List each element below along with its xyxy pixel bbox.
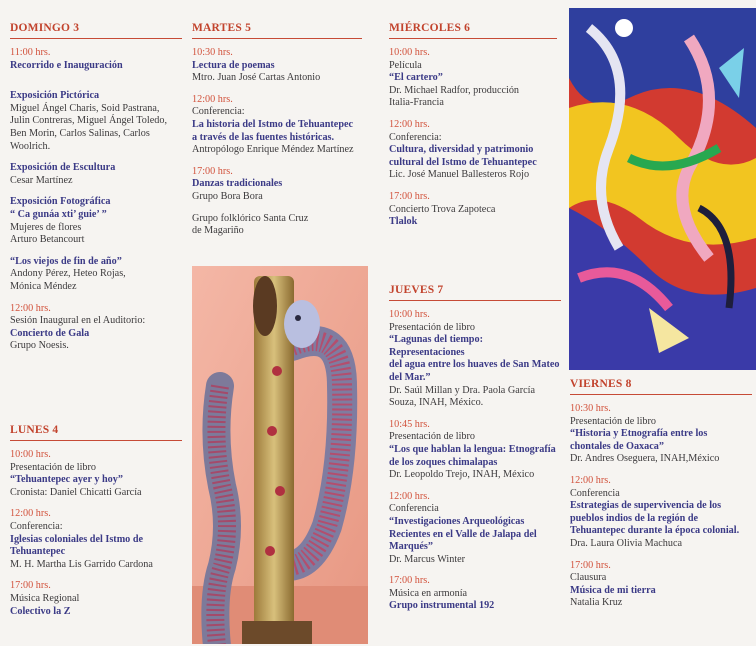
event-title: Lectura de poemas xyxy=(192,59,275,71)
event-title: Recientes en el Valle de Jalapa del xyxy=(389,528,537,540)
event-time: 12:00 hrs. xyxy=(10,508,51,520)
column-lunes xyxy=(10,402,182,627)
event-block xyxy=(10,162,182,187)
event-title: “Historia y Etnografía entre los xyxy=(570,428,708,440)
event-block xyxy=(192,166,362,204)
event-title: Tehuantepec durante la época colonial. xyxy=(570,525,740,537)
day-heading: VIERNES 8 xyxy=(570,378,752,395)
column-jueves xyxy=(389,262,561,622)
event-detail: Mujeres de flores xyxy=(10,221,82,233)
event-time: 12:00 hrs. xyxy=(192,93,233,105)
event-detail: Italia-Francia xyxy=(389,97,444,109)
event-block xyxy=(10,449,182,499)
event-detail: Presentación de libro xyxy=(10,461,97,473)
event-title: “El cartero” xyxy=(389,72,443,84)
event-block xyxy=(389,191,557,229)
event-title: “Los que hablan la lengua: Etnografía xyxy=(389,443,556,455)
event-detail: Julin Contreras, Miguel Ángel Toledo, xyxy=(10,115,167,127)
event-time: 10:45 hrs. xyxy=(389,418,430,430)
event-detail: M. H. Martha Lis Garrido Cardona xyxy=(10,558,153,570)
event-title: del agua entre los huaves de San Mateo xyxy=(389,359,560,371)
event-block xyxy=(10,508,182,571)
event-detail: Dr. Leopoldo Trejo, INAH, México xyxy=(389,469,535,481)
event-detail: Conferencia xyxy=(570,487,620,499)
abstract-painting xyxy=(569,8,756,370)
event-detail: Película xyxy=(389,59,422,71)
event-block xyxy=(192,47,362,85)
event-detail: Conferencia xyxy=(389,503,439,515)
event-title: Exposición de Escultura xyxy=(10,162,116,174)
event-detail: Conferencia: xyxy=(10,520,63,532)
event-title: Iglesias coloniales del Istmo de Tehuantepec xyxy=(10,533,144,558)
event-detail: Cesar Martínez xyxy=(10,174,73,186)
event-detail: Dr. Marcus Winter xyxy=(389,553,466,565)
sculpture-photo xyxy=(192,266,368,644)
event-detail: Dr. Andres Oseguera, INAH,México xyxy=(570,453,720,465)
event-time: 10:30 hrs. xyxy=(192,47,233,58)
event-detail: Lic. José Manuel Ballesteros Rojo xyxy=(389,169,530,181)
event-time: 12:00 hrs. xyxy=(389,118,430,130)
event-detail: Grupo folklórico Santa Cruz xyxy=(192,212,309,224)
event-detail: de Magariño xyxy=(192,225,244,237)
event-detail: Cronista: Daniel Chicatti García xyxy=(10,486,142,498)
event-time: 10:00 hrs. xyxy=(389,47,430,58)
event-block xyxy=(389,491,561,567)
event-title: Exposición Pictórica xyxy=(10,90,100,102)
event-block xyxy=(192,94,362,157)
event-detail: Dr. Michael Radfor, producción xyxy=(389,84,520,96)
event-title: Exposición Fotográfica xyxy=(10,196,111,208)
event-detail: Souza, INAH, México. xyxy=(389,397,484,409)
event-time: 10:00 hrs. xyxy=(10,449,51,460)
event-title: chontales de Oaxaca” xyxy=(570,440,664,452)
event-time: 10:30 hrs. xyxy=(570,403,611,414)
event-detail: Música Regional xyxy=(10,592,80,604)
event-block xyxy=(389,419,561,482)
event-detail: Conferencia: xyxy=(389,131,442,143)
event-title: del Mar.” xyxy=(389,371,431,383)
event-detail: Woolrich. xyxy=(10,140,51,152)
event-block xyxy=(192,213,362,238)
event-title: La historia del Istmo de Tehuantepec xyxy=(192,118,354,130)
event-block xyxy=(10,256,182,294)
event-detail: Grupo Noesis. xyxy=(10,340,69,352)
event-title: Danzas tradicionales xyxy=(192,178,283,190)
event-block xyxy=(570,560,752,610)
event-title: de los zoques chimalapas xyxy=(389,456,498,468)
event-detail: Presentación de libro xyxy=(389,431,476,443)
day-heading: LUNES 4 xyxy=(10,424,182,441)
event-title: Recorrido e Inauguración xyxy=(10,59,123,71)
event-time: 10:00 hrs. xyxy=(389,309,430,320)
spacer xyxy=(10,81,182,90)
event-detail: Antropólogo Enrique Méndez Martínez xyxy=(192,144,354,156)
event-time: 12:00 hrs. xyxy=(10,302,51,314)
event-detail: Concierto Trova Zapoteca xyxy=(389,203,496,215)
event-detail: Miguel Ángel Charis, Soid Pastrana, xyxy=(10,102,160,114)
event-title: “Lagunas del tiempo: Representaciones xyxy=(389,334,483,358)
event-title: “Tehuantepec ayer y hoy” xyxy=(10,474,123,486)
event-detail: Mónica Méndez xyxy=(10,280,77,292)
day-heading: JUEVES 7 xyxy=(389,284,561,301)
event-detail: Música en armonía xyxy=(389,587,468,599)
event-title: cultural del Istmo de Tehuantepec xyxy=(389,156,537,168)
event-detail: Conferencia: xyxy=(192,106,245,118)
event-block xyxy=(10,196,182,246)
event-title: Estrategias de supervivencia de los xyxy=(570,500,722,512)
event-block xyxy=(570,475,752,551)
event-title: Concierto de Gala xyxy=(10,327,90,339)
event-time: 12:00 hrs. xyxy=(389,490,430,502)
event-detail: Natalia Kruz xyxy=(570,597,623,609)
event-block xyxy=(10,580,182,618)
event-title: Cultura, diversidad y patrimonio xyxy=(389,144,534,156)
day-heading: MIÉRCOLES 6 xyxy=(389,22,557,39)
event-detail: Presentación de libro xyxy=(570,415,657,427)
event-block xyxy=(389,309,561,410)
event-time: 17:00 hrs. xyxy=(570,559,611,571)
event-detail: Andony Pérez, Heteo Rojas, xyxy=(10,268,126,280)
event-title: Grupo instrumental 192 xyxy=(389,600,495,612)
event-detail: Sesión Inaugural en el Auditorio: xyxy=(10,315,146,327)
column-martes xyxy=(192,0,362,247)
event-time: 11:00 hrs. xyxy=(10,47,51,58)
event-title: Tlalok xyxy=(389,216,418,228)
column-viernes xyxy=(570,356,752,619)
event-title: Marqués” xyxy=(389,541,433,553)
column-miercoles xyxy=(389,0,557,238)
event-block xyxy=(389,575,561,613)
event-block xyxy=(10,47,182,72)
column-domingo xyxy=(10,0,182,362)
event-time: 17:00 hrs. xyxy=(10,580,51,592)
event-detail: Dr. Saúl Millan y Dra. Paola García xyxy=(389,384,535,396)
day-heading: DOMINGO 3 xyxy=(10,22,182,39)
day-heading: MARTES 5 xyxy=(192,22,362,39)
event-title: Música de mi tierra xyxy=(570,584,656,596)
event-time: 17:00 hrs. xyxy=(389,575,430,587)
event-detail: Arturo Betancourt xyxy=(10,234,85,246)
event-time: 17:00 hrs. xyxy=(389,190,430,202)
event-title: “Investigaciones Arqueológicas xyxy=(389,515,525,527)
event-detail: Presentación de libro xyxy=(389,321,476,333)
event-block xyxy=(389,119,557,182)
event-time: 17:00 hrs. xyxy=(192,165,233,177)
event-time: 12:00 hrs. xyxy=(570,474,611,486)
event-block xyxy=(10,90,182,153)
event-title: “ Ca gunáa xti’ guie’ ” xyxy=(10,208,107,220)
event-block xyxy=(389,47,557,110)
event-detail: Ben Morin, Carlos Salinas, Carlos xyxy=(10,127,150,139)
event-title: pueblos indios de la región de xyxy=(570,512,699,524)
event-title: “Los viejos de fin de año” xyxy=(10,255,122,267)
event-detail: Mtro. Juan José Cartas Antonio xyxy=(192,72,321,84)
event-detail: Dra. Laura Olivia Machuca xyxy=(570,537,683,549)
event-detail: Clausura xyxy=(570,572,607,584)
event-detail: Grupo Bora Bora xyxy=(192,190,263,202)
event-block xyxy=(570,403,752,466)
event-title: a través de las fuentes históricas. xyxy=(192,131,335,143)
event-block xyxy=(10,303,182,353)
event-title: Colectivo la Z xyxy=(10,605,71,617)
